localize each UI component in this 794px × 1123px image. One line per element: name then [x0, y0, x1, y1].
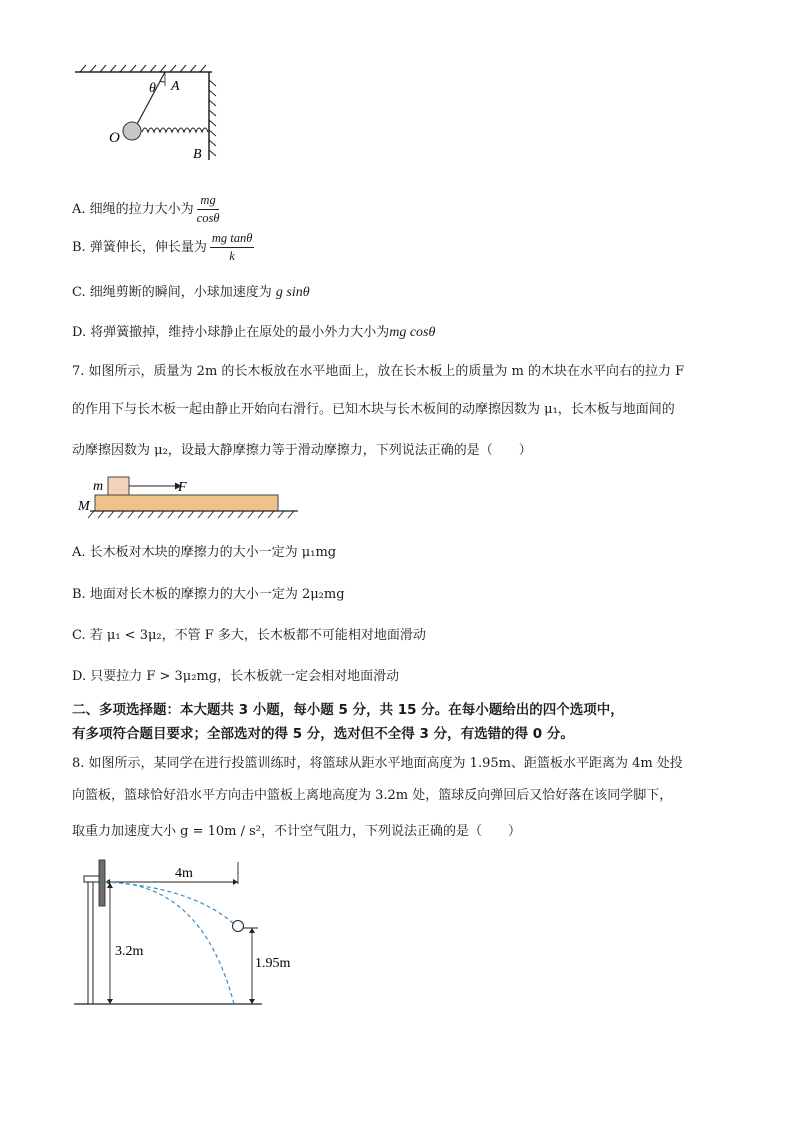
q6-option-a-numerator: mg	[197, 193, 220, 210]
label-O: O	[109, 130, 120, 146]
q6-option-c-text: C. 细绳剪断的瞬间，小球加速度为	[72, 285, 272, 300]
q6-option-d-math: mg cosθ	[389, 325, 436, 340]
q6-option-b-fraction	[210, 231, 255, 264]
fig-label-3-2m: 3.2m	[115, 944, 144, 959]
q6-option-a	[72, 193, 219, 226]
q6-option-a-fraction	[197, 193, 220, 226]
label-A: A	[171, 79, 180, 94]
q6-option-d	[72, 321, 435, 341]
q6-option-c	[72, 281, 310, 301]
figure-basketball-backboard	[72, 852, 291, 1012]
q6-option-a-text: A. 细绳的拉力大小为	[72, 202, 194, 217]
q8-stem-line2: 向篮板，篮球恰好沿水平方向击中篮板上离地高度为 3.2m 处，篮球反向弹回后又恰好落在该同学脚下，	[72, 788, 673, 803]
label-B: B	[193, 147, 202, 162]
q6-option-c-math: g sinθ	[275, 285, 310, 300]
q6-option-b-denominator: k	[229, 249, 235, 263]
fig-label-1-95m: 1.95m	[255, 956, 291, 971]
q7-option-a: A. 长木板对木块的摩擦力的大小一定为 μ₁mg	[72, 545, 337, 560]
figure-ball-string-spring	[70, 60, 230, 165]
q6-option-d-text: D. 将弹簧撤掉，维持小球静止在原处的最小外力大小为	[72, 325, 390, 340]
q6-option-b	[72, 231, 254, 264]
fig-label-F: F	[178, 480, 187, 495]
fig-label-m: m	[93, 479, 104, 494]
q7-stem-line3: 动摩擦因数为 μ₂，设最大静摩擦力等于滑动摩擦力，下列说法正确的是（ ）	[72, 443, 532, 458]
section2-heading-line1: 二、多项选择题：本大题共 3 小题，每小题 5 分，共 15 分。在每小题给出的四个选项中，	[72, 702, 624, 718]
figure-block-on-board	[72, 472, 304, 522]
q6-option-b-numerator: mg tanθ	[210, 231, 255, 248]
section2-heading-line2: 有多项符合题目要求；全部选对的得 5 分，选对但不全得 3 分，有选错的得 0 分。	[72, 726, 574, 742]
q6-option-a-denominator: cosθ	[196, 211, 220, 225]
q6-option-b-text: B. 弹簧伸长，伸长量为	[72, 240, 207, 255]
q8-stem-line3: 取重力加速度大小 g = 10m / s²，不计空气阻力，下列说法正确的是（ ）	[72, 824, 522, 839]
q7-option-c: C. 若 μ₁ < 3μ₂，不管 F 多大，长木板都不可能相对地面滑动	[72, 628, 426, 643]
fig-label-4m: 4m	[175, 866, 193, 881]
q8-stem-line1: 8. 如图所示，某同学在进行投篮训练时，将篮球从距水平地面高度为 1.95m、距篮板水平距离为 4m 处投	[72, 756, 683, 771]
fig-label-M: M	[78, 499, 90, 514]
q7-stem-line2: 的作用下与长木板一起由静止开始向右滑行。已知木块与长木板间的动摩擦因数为 μ₁，长木板与地面间的	[72, 402, 675, 417]
q7-option-d: D. 只要拉力 F > 3μ₂mg，长木板就一定会相对地面滑动	[72, 669, 400, 684]
label-theta: θ	[149, 81, 156, 96]
q7-stem-line1: 7. 如图所示，质量为 2m 的长木板放在水平地面上，放在长木板上的质量为 m 的木块在水平向右的拉力 F	[72, 364, 685, 379]
q7-option-b: B. 地面对长木板的摩擦力的大小一定为 2μ₂mg	[72, 587, 345, 602]
